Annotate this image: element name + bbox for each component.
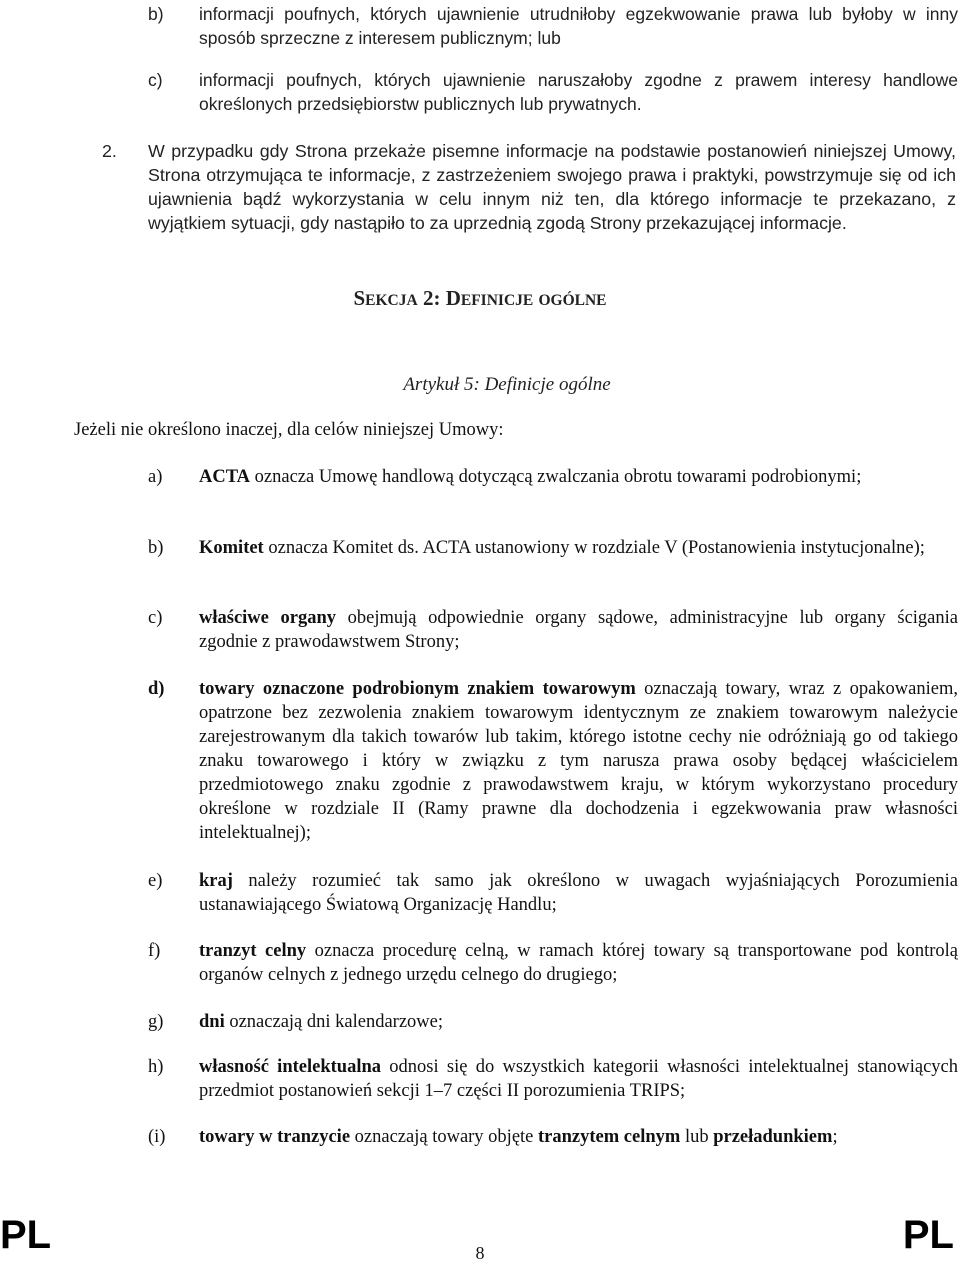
definition-label: e) bbox=[148, 871, 163, 891]
footer-language-left: PL bbox=[0, 1213, 52, 1257]
definition-text: kraj należy rozumieć tak samo jak określono w uwagach wyjaśniających Porozumienia ustanawiającego Światową Organizację Handlu; bbox=[199, 871, 958, 915]
paragraph-text: W przypadku gdy Strona przekaże pisemne informacje na podstawie postanowień niniejszej Umowy, Strona otrzymująca te informacje, z zastrzeżeniem swojego prawa i praktyki, powstrzymuje się od ich ujawnienia bądź wykorzystania w celu innym niż ten, dla którego informacje te przekazano, z wyjątkiem sytuacji, gdy nastąpiło to za uprzednią zgodą Strony przekazującej informacje. bbox=[148, 141, 956, 233]
definition-text: towary w tranzycie oznaczają towary objęte tranzytem celnym lub przeładunkiem; bbox=[199, 1127, 838, 1147]
definition-text: Komitet oznacza Komitet ds. ACTA ustanowiony w rozdziale V (Postanowienia instytucjonalne); bbox=[199, 538, 925, 558]
definition-label: b) bbox=[148, 538, 164, 558]
definition-item bbox=[148, 465, 958, 489]
paragraph-number: 2. bbox=[102, 141, 117, 161]
definition-text: towary oznaczone podrobionym znakiem towarowym oznaczają towary, wraz z opakowaniem, opatrzone bez zezwolenia znakiem towarowym identycznym ze znakiem towarowym należycie zarejestrowanym dla takich towarów lub takim, którego istotne cechy nie odróżniają go od takiego znaku towarowego i który w związku z tym narusza prawa osoby będącej właścicielem przedmiotowego znaku zgodnie z prawodawstwem kraju, w którym wykorzystano procedury określone w rozdziale II (Ramy prawne dla dochodzenia i egzekwowania praw własności intelektualnej); bbox=[199, 679, 958, 843]
definition-term: właściwe organy bbox=[199, 608, 336, 628]
list-item-label: c) bbox=[148, 70, 163, 90]
definition-term: towary w tranzycie bbox=[199, 1127, 351, 1147]
intro-text: Jeżeli nie określono inaczej, dla celów niniejszej Umowy: bbox=[74, 420, 504, 440]
definition-item bbox=[148, 939, 958, 987]
definition-text: właściwe organy obejmują odpowiednie organy sądowe, administracyjne lub organy ścigania zgodnie z prawodawstwem Strony; bbox=[199, 608, 958, 652]
definition-label: d) bbox=[148, 679, 165, 699]
definition-term: kraj bbox=[199, 871, 233, 891]
list-item bbox=[148, 2, 958, 50]
list-item-text: informacji poufnych, których ujawnienie utrudniłoby egzekwowanie prawa lub byłoby w inny sposób sprzeczne z interesem publicznym; lub bbox=[199, 4, 958, 48]
definition-term: tranzytem celnym bbox=[538, 1127, 681, 1147]
article-title: Artykuł 5: Definicje ogólne bbox=[403, 374, 611, 395]
definition-label: g) bbox=[148, 1012, 164, 1032]
numbered-paragraph bbox=[102, 139, 956, 235]
definition-term: tranzyt celny bbox=[199, 941, 307, 961]
list-item bbox=[148, 68, 958, 116]
definition-text: własność intelektualna odnosi się do wszystkich kategorii własności intelektualnej stanowiących przedmiot postanowień sekcji 1–7 części II porozumienia TRIPS; bbox=[199, 1057, 959, 1101]
definition-item bbox=[148, 1010, 958, 1034]
definition-label: f) bbox=[148, 941, 161, 961]
definition-label: h) bbox=[148, 1057, 164, 1077]
definition-label: c) bbox=[148, 608, 163, 628]
definition-term: przeładunkiem bbox=[713, 1127, 833, 1147]
definition-text: tranzyt celny oznacza procedurę celną, w ramach której towary są transportowane pod kontrolą organów celnych z jednego urzędu celnego do drugiego; bbox=[199, 941, 958, 985]
definition-item bbox=[148, 869, 958, 917]
definition-term: dni bbox=[199, 1012, 225, 1032]
definition-item bbox=[148, 536, 958, 560]
definition-item bbox=[148, 606, 958, 654]
definition-label: (i) bbox=[148, 1127, 166, 1147]
definition-term: ACTA bbox=[199, 467, 251, 487]
definition-term: Komitet bbox=[199, 538, 264, 558]
footer-language-right: PL bbox=[902, 1213, 954, 1257]
definition-item bbox=[148, 1055, 958, 1103]
list-item-label: b) bbox=[148, 4, 164, 24]
page-number: 8 bbox=[475, 1243, 485, 1263]
definition-text: ACTA oznacza Umowę handlową dotyczącą zwalczania obrotu towarami podrobionymi; bbox=[199, 467, 862, 487]
definition-term: własność intelektualna bbox=[199, 1057, 382, 1077]
definition-item bbox=[148, 1125, 958, 1149]
definition-label: a) bbox=[148, 467, 163, 487]
definition-term: towary oznaczone podrobionym znakiem towarowym bbox=[199, 679, 636, 699]
section-title: SEKCJA 2: DEFINICJE OGÓLNE bbox=[353, 286, 607, 310]
list-item-text: informacji poufnych, których ujawnienie naruszałoby zgodne z prawem interesy handlowe określonych przedsiębiorstw publicznych lub prywatnych. bbox=[199, 70, 958, 114]
definition-item bbox=[148, 677, 958, 845]
definition-text: dni oznaczają dni kalendarzowe; bbox=[199, 1012, 443, 1032]
